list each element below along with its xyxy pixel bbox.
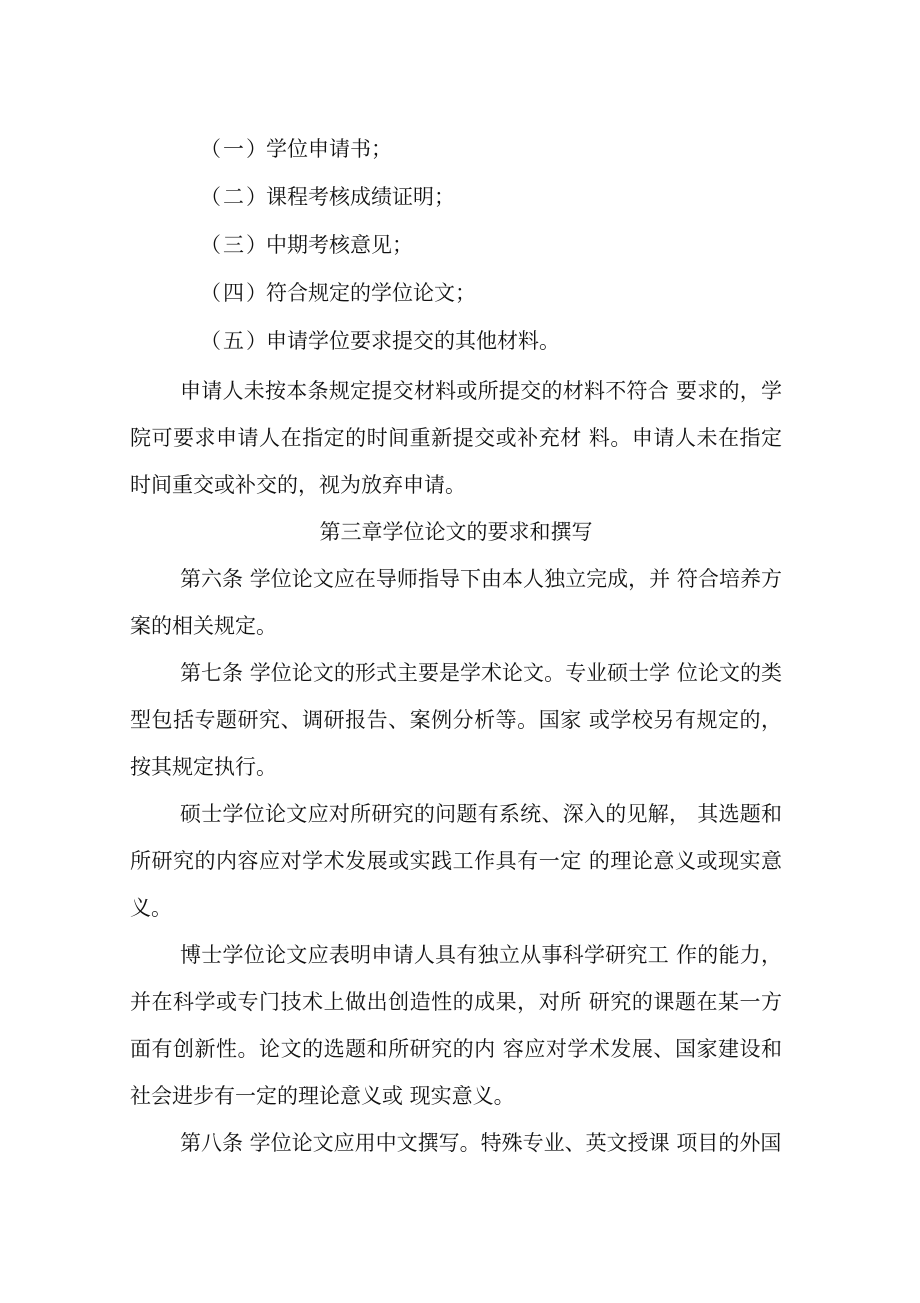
list-item [200,173,800,221]
list-item-text: 中期考核意见； [266,233,413,257]
list-item [200,221,800,269]
list-item-number: （三） [200,233,269,257]
list-item [200,317,800,365]
chapter-heading: 第三章学位论文的要求和撰写 [319,520,593,544]
list-item-number: （二） [200,185,269,209]
list-item-number: （四） [200,281,269,305]
list-item [200,125,800,173]
document-body [130,368,782,1167]
list-item-number: （五） [200,329,269,353]
list-item-text: 学位申请书； [266,137,392,161]
required-materials-list [200,125,800,365]
paragraph-master-thesis: 硕士学位论文应对所研究的问题有系统、深入的见解， 其选题和所研究的内容应对学术发展或实践工作具有一定 的理论意义或现实意义。 [130,802,782,920]
paragraph-resubmission: 申请人未按本条规定提交材料或所提交的材料不符合 要求的，学院可要求申请人在指定的时间重新提交或补充材 料。申请人未在指定时间重交或补交的，视为放弃申请。 [130,379,782,497]
list-item [200,269,800,317]
list-item-text: 符合规定的学位论文； [266,281,476,305]
paragraph-article-6: 第六条 学位论文应在导师指导下由本人独立完成，并 符合培养方案的相关规定。 [130,567,782,638]
paragraph-article-8: 第八条 学位论文应用中文撰写。特殊专业、英文授课 项目的外国 [180,1131,782,1155]
list-item-number: （一） [200,137,269,161]
paragraph-doctoral-thesis: 博士学位论文应表明申请人具有独立从事科学研究工 作的能力，并在科学或专门技术上做出创造性的成果，对所 研究的课题在某一方面有创新性。论文的选题和所研究的内 容应对学术发展、国家建设和社会进步有一定的理论意义或 现实意义。 [130,943,782,1108]
list-item-text: 课程考核成绩证明； [266,185,455,209]
list-item-text: 申请学位要求提交的其他材料。 [266,329,560,353]
paragraph-article-7: 第七条 学位论文的形式主要是学术论文。专业硕士学 位论文的类型包括专题研究、调研报告、案例分析等。国家 或学校另有规定的，按其规定执行。 [130,661,782,779]
